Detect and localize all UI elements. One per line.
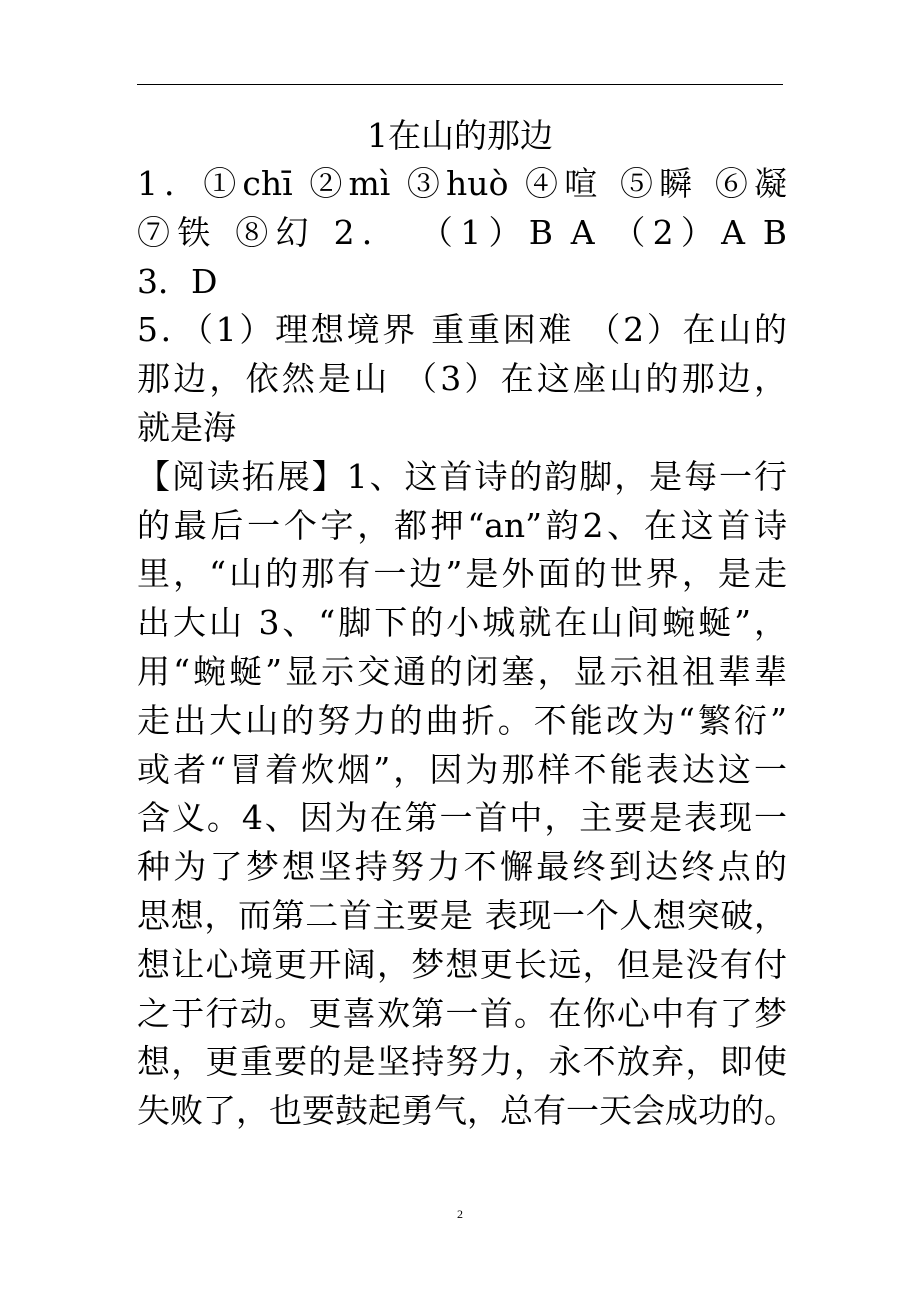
- text-line: 之于行动。更喜欢第一首。在你心中有了梦: [137, 993, 787, 1033]
- text-line: 思想，而第二首主要是 表现一个人想突破，: [137, 895, 787, 935]
- text-line: 含义。4、因为在第一首中，主要是表现一: [137, 798, 787, 838]
- text-line: 失败了，也要鼓起勇气，总有一天会成功的。: [137, 1091, 797, 1131]
- text-line: 种为了梦想坚持努力不懈最终到达终点的: [137, 847, 787, 887]
- text-line: 里，“山的那有一边”是外面的世界，是走: [137, 554, 787, 594]
- text-line: 或者“冒着炊烟”，因为那样不能表达这一: [137, 749, 787, 789]
- text-line: 用“蜿蜒”显示交通的闭塞，显示祖祖辈辈: [137, 651, 787, 691]
- text-line: 出大山 3、“脚下的小城就在山间蜿蜒”，: [137, 603, 787, 643]
- answer-content: [137, 160, 797, 1136]
- text-line: 想，更重要的是坚持努力，永不放弃，即使: [137, 1042, 787, 1082]
- text-line: 的最后一个字，都押“an”韵2、在这首诗: [137, 505, 787, 545]
- text-line: 就是海: [137, 407, 236, 447]
- text-line: 1．①chī ②mì ③huò ④喧 ⑤瞬 ⑥凝: [137, 164, 787, 203]
- text-line: 想让心境更开阔，梦想更长远，但是没有付: [137, 944, 787, 984]
- text-line: 那边，依然是山 （3）在这座山的那边，: [137, 359, 787, 399]
- text-line: 5．（1）理想境界 重重困难 （2）在山的: [137, 310, 787, 350]
- page-number: 2: [457, 1207, 463, 1221]
- header-rule: [137, 84, 783, 85]
- text-line: 走出大山的努力的曲折。不能改为“繁衍”: [137, 700, 787, 740]
- text-line: 3．D: [137, 261, 218, 301]
- text-line: 【阅读拓展】1、这首诗的韵脚，是每一行: [137, 456, 787, 496]
- text-line: ⑦铁 ⑧幻 2． （1）B A （2）A B: [137, 212, 787, 252]
- page-title: 1在山的那边: [367, 116, 553, 155]
